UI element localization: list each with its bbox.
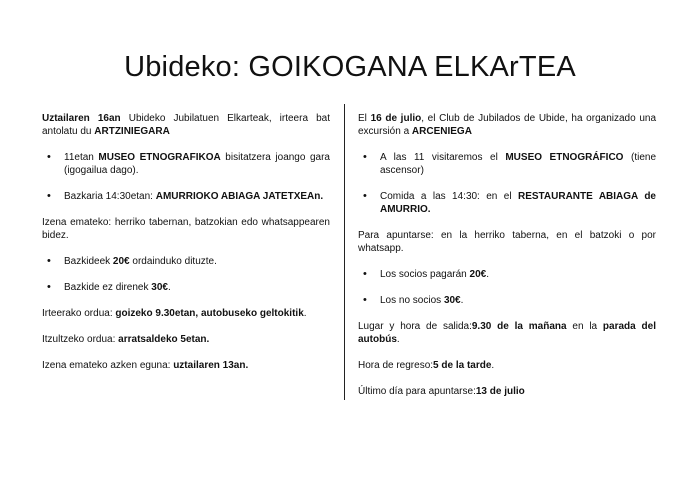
spanish-visit-list [358,151,656,216]
spanish-intro: El 16 de julio, el Club de Jubilados de Ubide, ha organizado una excursión a ARCENIEGA [358,113,657,137]
page-title: Ubideko: GOIKOGANA ELKArTEA [124,51,576,84]
spanish-return: Hora de regreso:5 de la tarde. [358,360,495,371]
basque-price-list [42,255,330,294]
column-divider [344,104,345,400]
basque-departure: Irteerako ordua: goizeko 9.30etan, autobuseko geltokitik. [42,308,307,319]
list-item: • Bazkaria 14:30etan: AMURRIOKO ABIAGA JATETXEAn. [64,190,330,203]
list-item: • Los socios pagarán 20€. [380,268,656,281]
list-item: • Bazkideek 20€ ordainduko dituzte. [64,255,330,268]
list-item: • Los no socios 30€. [380,294,656,307]
list-item: • 11etan MUSEO ETNOGRAFIKOA bisitatzera joango gara (igogailua dago). [64,151,330,177]
spanish-deadline: Último día para apuntarse:13 de julio [358,386,525,397]
basque-return: Itzultzeko ordua: arratsaldeko 5etan. [42,334,210,345]
basque-visit-list [42,151,330,203]
basque-signup: Izena emateko: herriko tabernan, batzokian edo whatsappearen bidez. [42,217,330,241]
list-item: • Bazkide ez direnek 30€. [64,281,330,294]
spanish-column [358,112,656,411]
list-item: • A las 11 visitaremos el MUSEO ETNOGRÁFICO (tiene ascensor) [380,151,656,177]
basque-column [42,112,330,385]
basque-deadline: Izena emateko azken eguna: uztailaren 13an. [42,360,249,371]
spanish-signup: Para apuntarse: en la herriko taberna, en el batzoki o por whatsapp. [358,230,656,254]
spanish-departure: Lugar y hora de salida:9.30 de la mañana en la parada del autobús. [358,321,656,345]
spanish-price-list [358,268,656,307]
list-item: • Comida a las 14:30: en el RESTAURANTE ABIAGA de AMURRIO. [380,190,656,216]
basque-intro: Uztailaren 16an Ubideko Jubilatuen Elkarteak, irteera bat antolatu du ARTZINIEGARA [42,113,330,137]
